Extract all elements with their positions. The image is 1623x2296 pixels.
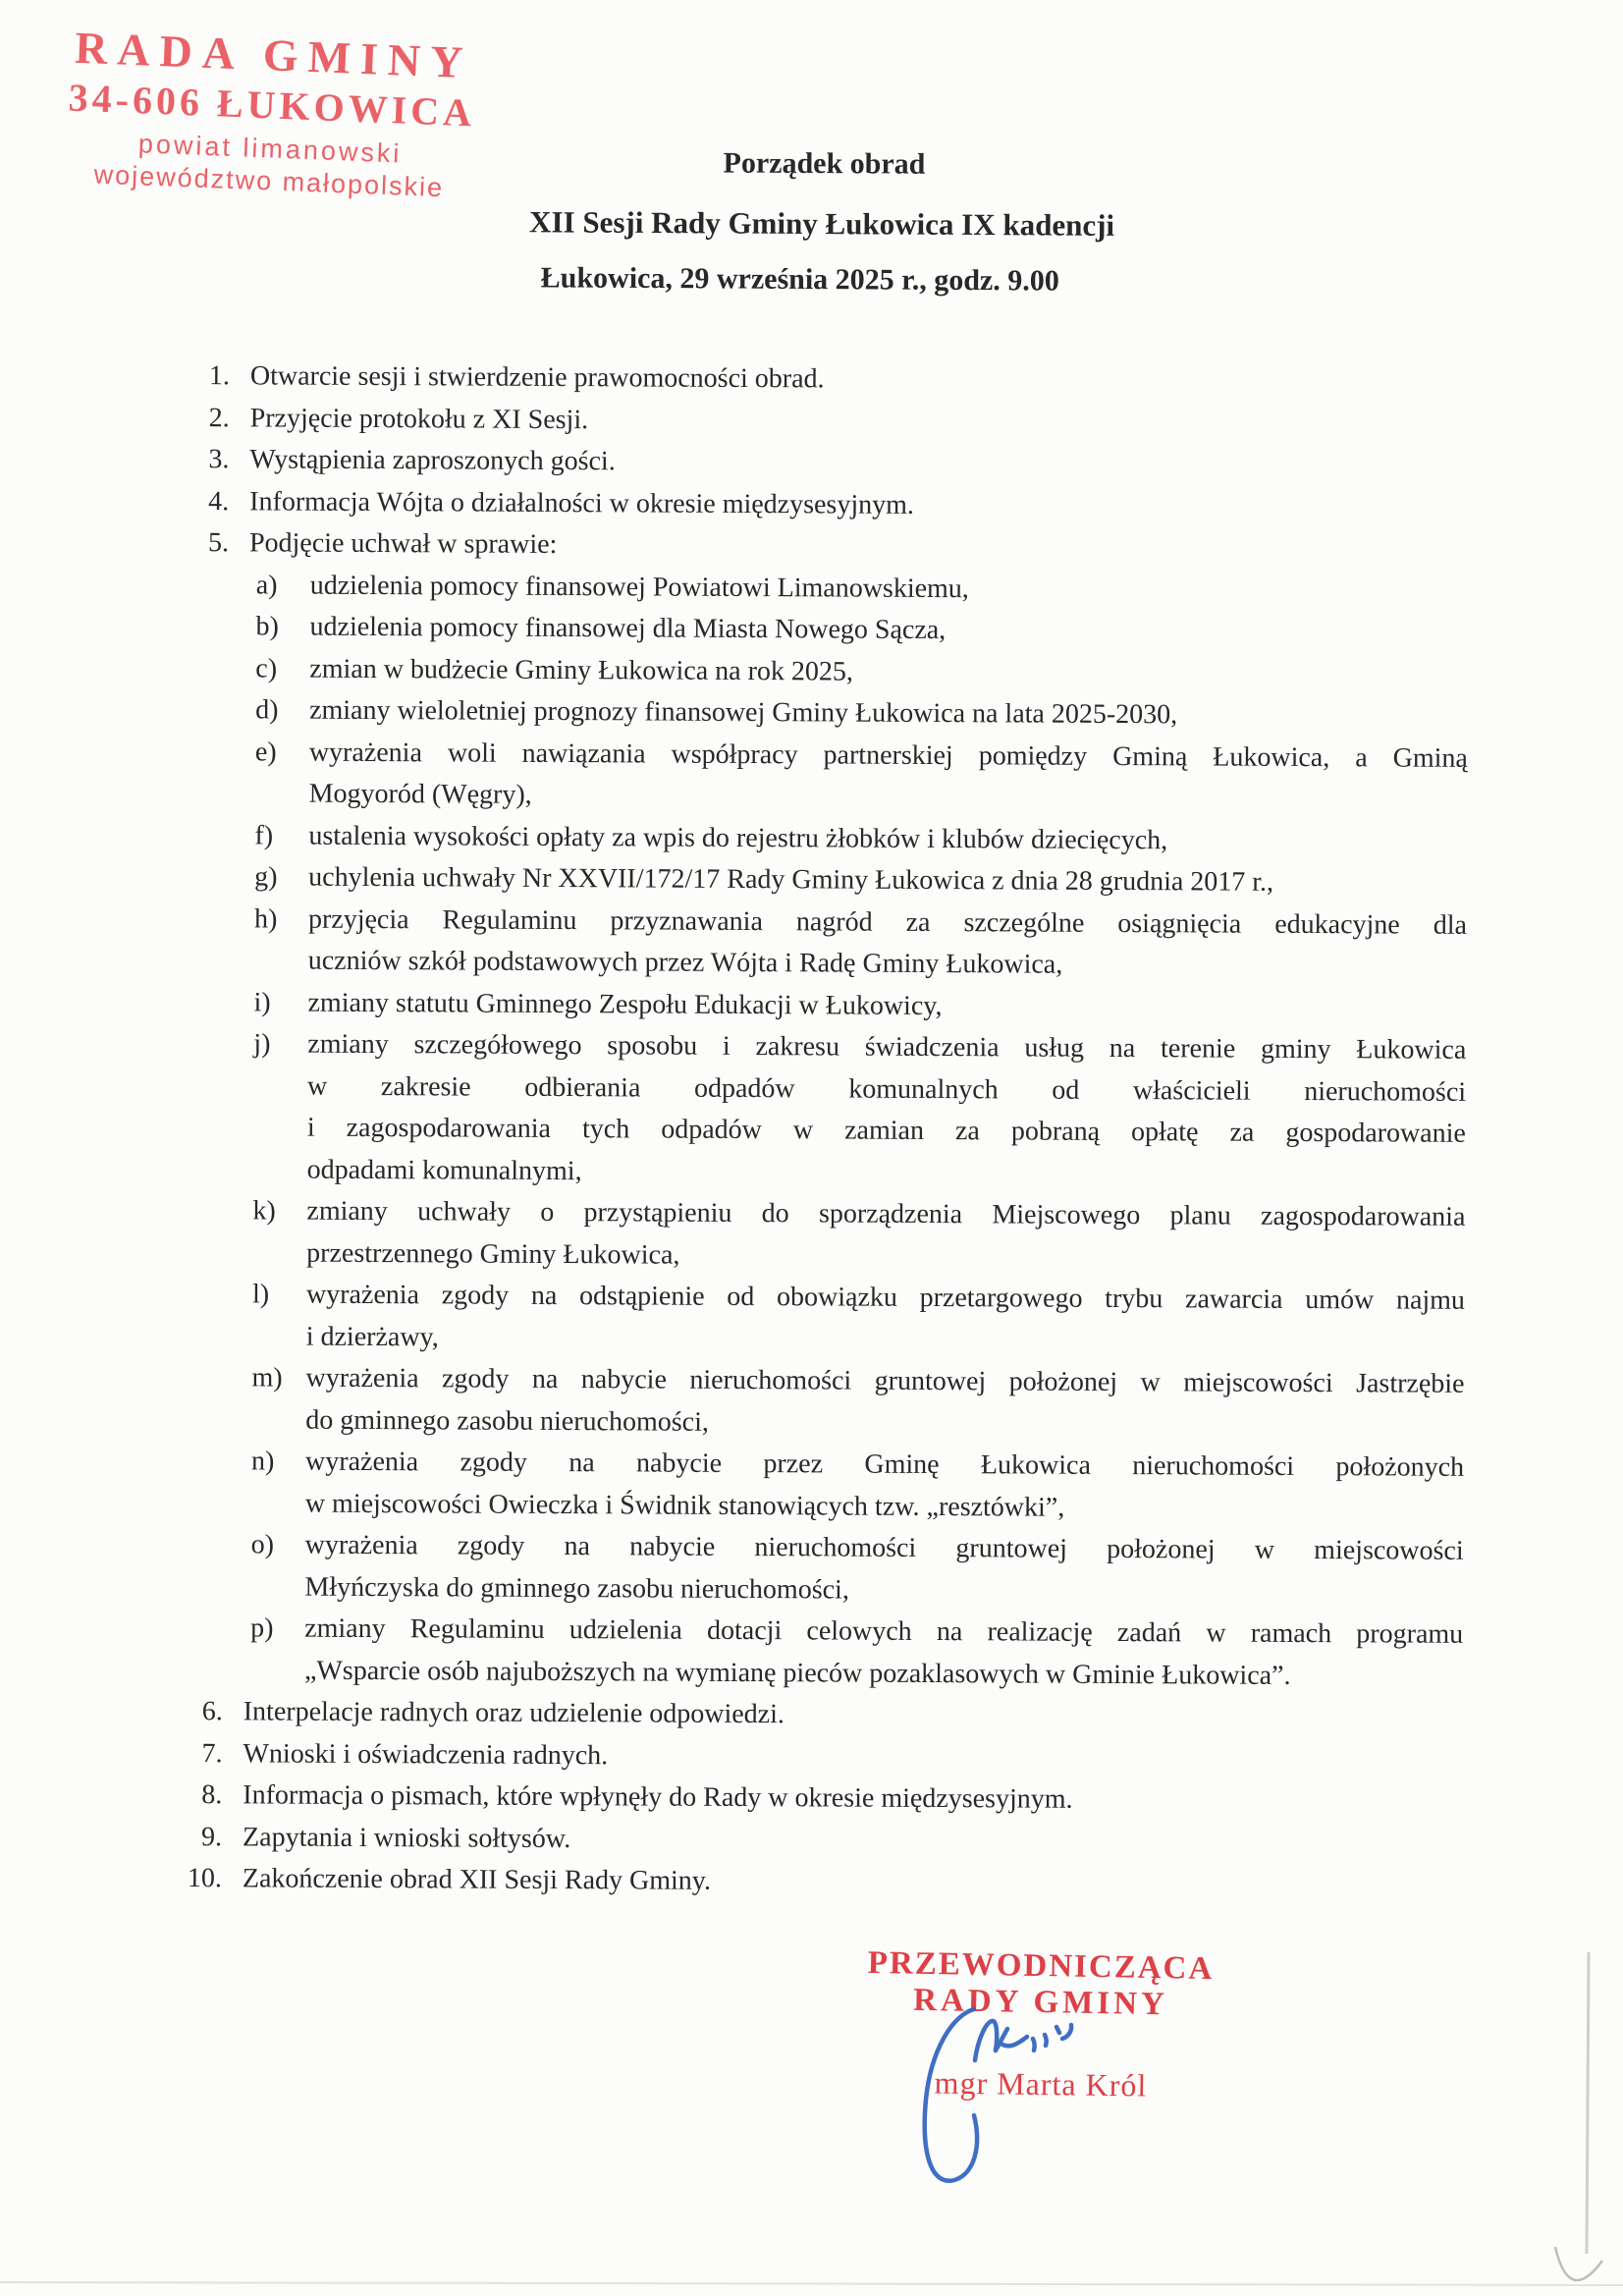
item-text: Informacja Wójta o działalności w okresie międzysesyjnym.: [249, 485, 915, 520]
subitem-letter: a): [255, 569, 278, 601]
subitem-text: do gminnego zasobu nieruchomości,: [305, 1404, 709, 1438]
stamp-org-name: RADA GMINY: [74, 22, 474, 88]
subitem-text: „Wsparcie osób najuboższych na wymianę pieców pozaklasowych w Gminie Łukowica”.: [303, 1655, 1291, 1691]
subitem-text: zmiany wieloletniej prognozy finansowej Gminy Łukowica na lata 2025-2030,: [309, 694, 1178, 731]
item-number: 6.: [201, 1696, 223, 1727]
subitem-text: w miejscowości Owieczka i Świdnik stanowiących tzw. „resztówki”,: [304, 1488, 1065, 1523]
item-text: Otwarcie sesji i stwierdzenie prawomocności obrad.: [249, 360, 825, 395]
item-number: 5.: [207, 527, 230, 559]
item-text: Wystąpienia zaproszonych gości.: [249, 444, 616, 477]
subitem-text: zmiany statutu Gminnego Zespołu Edukacji w Łukowicy,: [307, 987, 943, 1021]
subitem-letter: m): [251, 1362, 283, 1394]
subitem-letter: c): [255, 652, 278, 684]
subitem-text: zmiany Regulaminu udzielenia dotacji celowych na realizację zadań w ramach programu: [304, 1613, 1464, 1650]
subitem-text: udzielenia pomocy finansowej dla Miasta Nowego Sącza,: [309, 611, 947, 646]
subitem-text: wyrażenia zgody na nabycie nieruchomości gruntowej położonej w miejscowości: [304, 1529, 1464, 1566]
item-number: 2.: [208, 402, 230, 433]
subitem-text: Mogyoród (Węgry),: [308, 778, 532, 810]
stamp-county: powiat limanowski: [137, 129, 403, 169]
item-text: Informacja o pismach, które wpłynęły do Rady w okresie międzysesyjnym.: [243, 1779, 1073, 1815]
subitem-text: zmian w budżecie Gminy Łukowica na rok 2025,: [309, 653, 854, 687]
subitem-text: przyjęcia Regulaminu przyznawania nagród za szczególne osiągnięcia edukacyjne dla: [307, 903, 1468, 941]
subitem-text: wyrażenia zgody na nabycie nieruchomości gruntowej położonej w miejscowości Jastrzębie: [305, 1362, 1465, 1399]
item-number: 9.: [201, 1821, 223, 1852]
subitem-letter: d): [255, 694, 279, 726]
subitem-text: ustalenia wysokości opłaty za wpis do rejestru żłobków i klubów dziecięcych,: [308, 820, 1168, 855]
item-number: 3.: [208, 444, 230, 475]
item-text: Interpelacje radnych oraz udzielenie odpowiedzi.: [243, 1696, 785, 1730]
subitem-letter: k): [252, 1195, 276, 1227]
subitem-letter: j): [253, 1028, 271, 1060]
item-number: 4.: [208, 485, 230, 517]
item-text: Wnioski i oświadczenia radnych.: [243, 1737, 609, 1771]
item-number: 1.: [208, 360, 230, 392]
subitem-letter: n): [251, 1446, 275, 1477]
signature-title-line2: RADY GMINY: [912, 1982, 1169, 2023]
subitem-text: uczniów szkół podstawowych przez Wójta i Radę Gminy Łukowica,: [307, 945, 1063, 980]
signature-name: mgr Marta Król: [934, 2064, 1148, 2104]
subitem-text: i zagospodarowania tych odpadów w zamian za pobraną opłatę za gospodarowanie: [306, 1112, 1466, 1149]
stamp-voivodeship: województwo małopolskie: [93, 159, 445, 203]
document-subtitle: XII Sesji Rady Gminy Łukowica IX kadencji: [529, 204, 1115, 243]
stamp-postal-address: 34-606 ŁUKOWICA: [67, 75, 476, 136]
document-dateline: Łukowica, 29 września 2025 r., godz. 9.00: [540, 261, 1059, 298]
subitem-letter: p): [250, 1613, 274, 1644]
subitem-text: zmiany szczegółowego sposobu i zakresu świadczenia usług na terenie gminy Łukowica: [307, 1028, 1467, 1066]
subitem-text: uchylenia uchwały Nr XXVII/172/17 Rady Gminy Łukowica z dnia 28 grudnia 2017 r.,: [308, 861, 1274, 898]
signature-title-line1: PRZEWODNICZĄCA: [867, 1944, 1215, 1988]
subitem-letter: l): [251, 1279, 270, 1310]
subitem-text: wyrażenia zgody na nabycie przez Gminę Łukowica nieruchomości położonych: [305, 1446, 1465, 1483]
subitem-text: wyrażenia woli nawiązania współpracy partnerskiej pomiędzy Gminą Łukowica, a Gminą: [308, 737, 1468, 774]
subitem-text: i dzierżawy,: [305, 1321, 439, 1352]
subitem-text: zmiany uchwały o przystąpieniu do sporządzenia Miejscowego planu zagospodarowania: [306, 1195, 1466, 1232]
subitem-letter: i): [253, 986, 271, 1017]
item-number: 10.: [187, 1863, 222, 1894]
item-text: Zapytania i wnioski sołtysów.: [243, 1821, 571, 1854]
subitem-letter: h): [253, 902, 278, 935]
item-text: Podjęcie uchwał w sprawie:: [248, 527, 558, 560]
item-number: 7.: [201, 1737, 223, 1769]
item-text: Zakończenie obrad XII Sesji Rady Gminy.: [242, 1863, 712, 1896]
document-title: Porządek obrad: [723, 146, 926, 181]
subitem-text: odpadami komunalnymi,: [306, 1154, 582, 1186]
subitem-text: wyrażenia zgody na odstąpienie od obowiązku przetargowego trybu zawarcia umów najmu: [305, 1279, 1466, 1316]
subitem-letter: e): [254, 736, 277, 768]
subitem-text: przestrzennego Gminy Łukowica,: [306, 1237, 680, 1271]
subitem-letter: b): [255, 611, 279, 642]
subitem-letter: f): [254, 819, 274, 850]
item-text: Przyjęcie protokołu z XI Sesji.: [249, 402, 589, 435]
subitem-text: udzielenia pomocy finansowej Powiatowi Limanowskiemu,: [309, 570, 969, 604]
subitem-letter: g): [254, 861, 278, 893]
item-number: 8.: [201, 1779, 223, 1811]
subitem-text: Młyńczyska do gminnego zasobu nieruchomości,: [304, 1571, 849, 1606]
subitem-letter: o): [250, 1529, 275, 1560]
subitem-text: w zakresie odbierania odpadów komunalnych od właścicieli nieruchomości: [307, 1070, 1467, 1108]
